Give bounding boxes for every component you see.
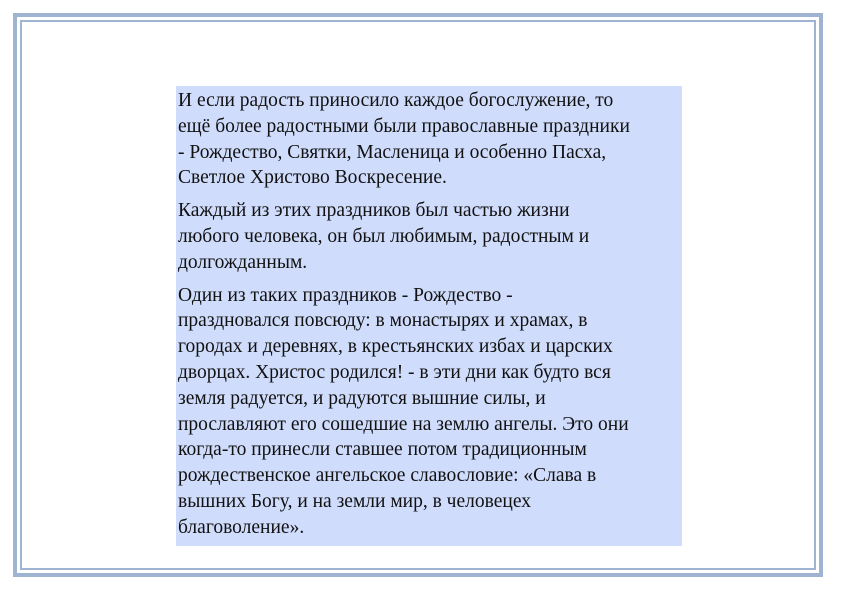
- paragraph-2: Каждый из этих праздников был частью жизни любого человека, он был любимым, радостным и долгожданным.: [178, 200, 590, 273]
- paragraph-1: И если радость приносило каждое богослужение, то ещё более радостными были православные праздники - Рождество, Святки, Масленица и особенно Пасха, Светлое Христово Воскресение.: [178, 90, 630, 189]
- paragraph-3: Один из таких праздников - Рождество - праздновался повсюду: в монастырях и храмах, в городах и деревнях, в крестьянских избах и царских дворцах. Христос родился! - в эти дни как будто вся земля радуется, и радуются вышние силы, и прославляют его сошедшие на землю ангелы. Это они когда-то принесли ставшее потом традиционным рождественское ангельское славословие: «Слава в вышних Богу, и на земли мир, в человецех благоволение».: [178, 284, 629, 538]
- text-box: [176, 86, 682, 546]
